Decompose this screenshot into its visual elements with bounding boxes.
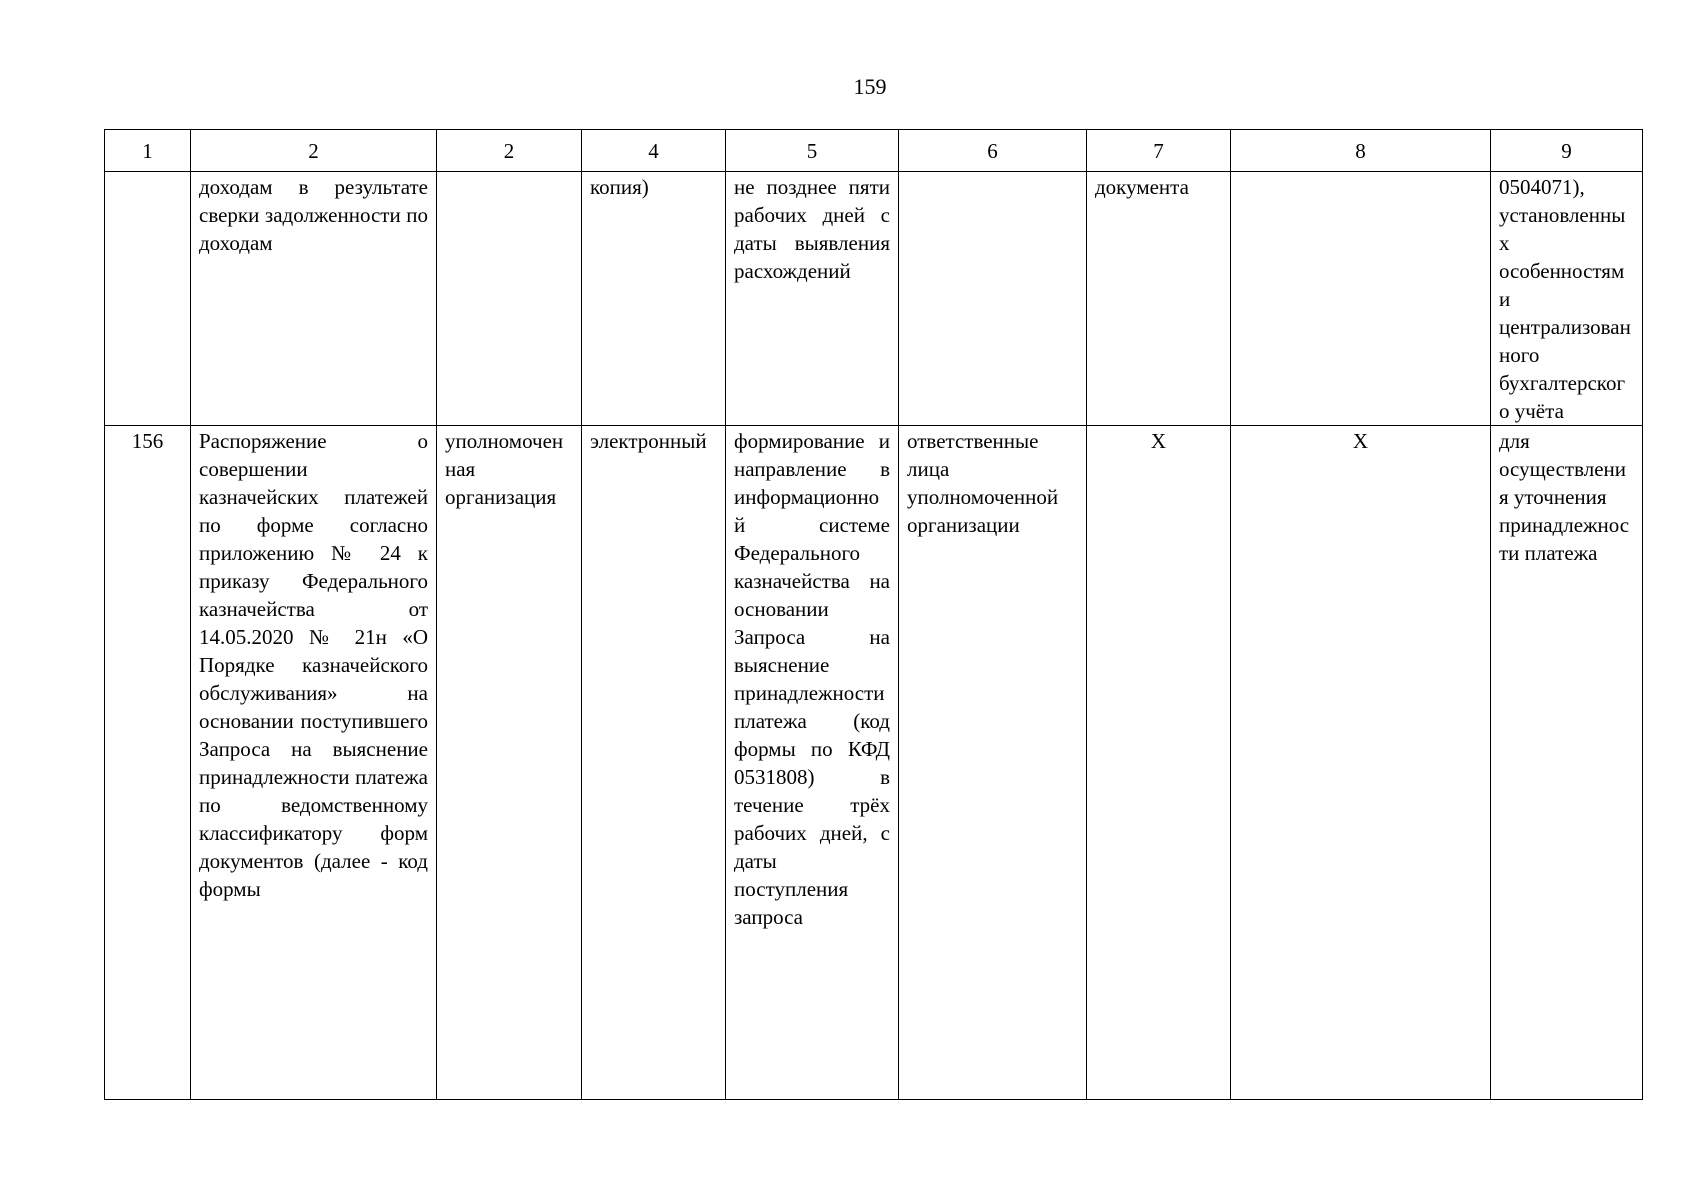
document-name-cell: Распоряжение о совершении казначейских платежей по форме согласно приложению № 24 к приказу Федерального казначейства от 14.05.2020 № 21н «О Порядке казначейского обслуживания» на основании поступившего Запроса на выяснение принадлежности платежа по ведомственному классификатору форм документов (далее - код формы bbox=[191, 426, 437, 1100]
row-number-cell: 156 bbox=[105, 426, 191, 1100]
column-header: 6 bbox=[899, 130, 1087, 172]
originator-cell: уполномоченная организация bbox=[437, 426, 582, 1100]
table-header-row bbox=[105, 130, 1643, 172]
column-header: 2 bbox=[437, 130, 582, 172]
page-number: 159 bbox=[853, 74, 887, 99]
column-header: 7 bbox=[1087, 130, 1231, 172]
column-header: 8 bbox=[1231, 130, 1491, 172]
document-name-cell: доходам в результате сверки задолженности по доходам bbox=[191, 172, 437, 426]
column-header: 4 bbox=[582, 130, 726, 172]
deadline-cell: не позднее пяти рабочих дней с даты выявления расхождений bbox=[726, 172, 899, 426]
table-row bbox=[105, 426, 1643, 1100]
deadline-cell: формирование и направление в информационной системе Федерального казначейства на основании Запроса на выяснение принадлежности платежа (код формы по КФД 0531808) в течение трёх рабочих дней, с даты поступления запроса bbox=[726, 426, 899, 1100]
column-header: 9 bbox=[1491, 130, 1643, 172]
purpose-cell: 0504071), установленных особенностями централизованного бухгалтерского учёта bbox=[1491, 172, 1643, 426]
column-7-cell: документа bbox=[1087, 172, 1231, 426]
column-header: 5 bbox=[726, 130, 899, 172]
column-7-cell: Х bbox=[1087, 426, 1231, 1100]
document-table bbox=[104, 129, 1643, 1100]
form-cell: копия) bbox=[582, 172, 726, 426]
responsible-cell bbox=[899, 172, 1087, 426]
responsible-cell: ответственные лица уполномоченной организации bbox=[899, 426, 1087, 1100]
column-header: 1 bbox=[105, 130, 191, 172]
form-cell: электронный bbox=[582, 426, 726, 1100]
table-row bbox=[105, 172, 1643, 426]
column-8-cell bbox=[1231, 172, 1491, 426]
row-number-cell bbox=[105, 172, 191, 426]
originator-cell bbox=[437, 172, 582, 426]
purpose-cell: для осуществления уточнения принадлежности платежа bbox=[1491, 426, 1643, 1100]
column-8-cell: Х bbox=[1231, 426, 1491, 1100]
column-header: 2 bbox=[191, 130, 437, 172]
